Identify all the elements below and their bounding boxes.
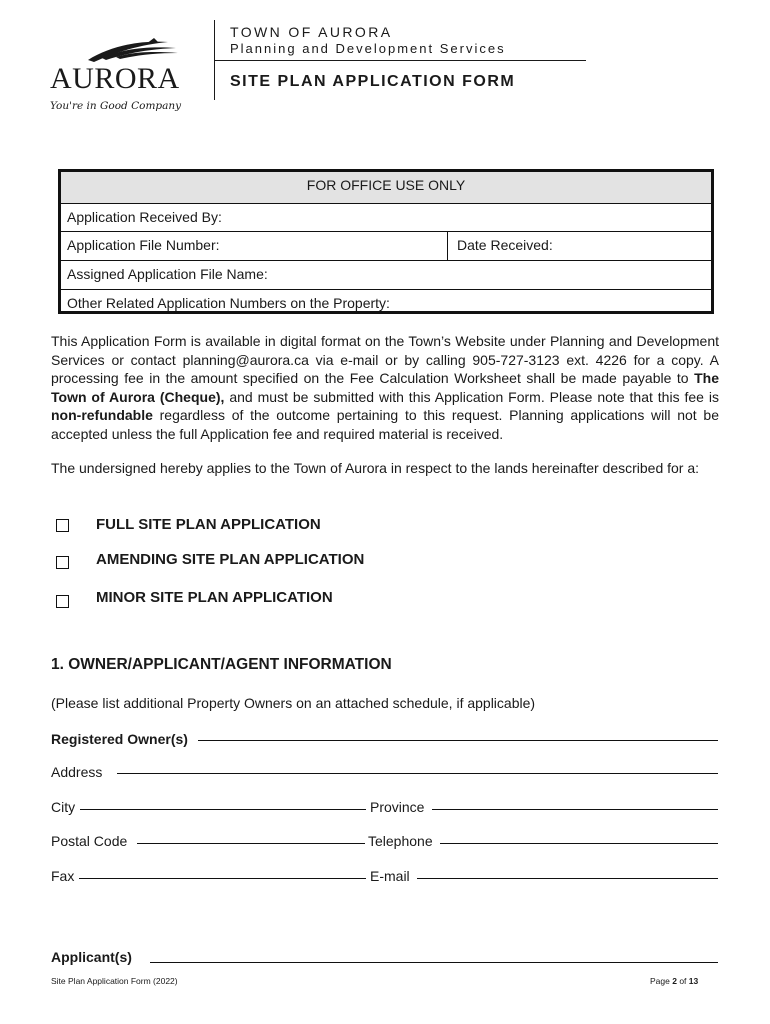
department-name: Planning and Development Services <box>230 41 506 56</box>
applicant-input[interactable] <box>150 948 718 963</box>
applicant-label: Applicant(s) <box>51 949 132 965</box>
full-site-plan-checkbox[interactable] <box>56 519 69 532</box>
applies-paragraph: The undersigned hereby applies to the Town of Aurora in respect to the lands hereinafter described for a: <box>51 460 700 476</box>
header-divider-horizontal <box>214 60 586 61</box>
office-use-table <box>58 169 714 314</box>
email-input[interactable] <box>417 864 718 879</box>
full-site-plan-label: FULL SITE PLAN APPLICATION <box>96 516 321 533</box>
minor-site-plan-checkbox[interactable] <box>56 595 69 608</box>
telephone-input[interactable] <box>440 829 718 844</box>
footer-form-name: Site Plan Application Form (2022) <box>51 976 178 986</box>
email-label: E-mail <box>370 868 410 884</box>
amending-site-plan-label: AMENDING SITE PLAN APPLICATION <box>96 551 365 568</box>
section-1-heading: 1. OWNER/APPLICANT/AGENT INFORMATION <box>51 656 392 673</box>
address-input[interactable] <box>117 759 718 774</box>
minor-site-plan-label: MINOR SITE PLAN APPLICATION <box>96 589 333 606</box>
city-label: City <box>51 799 76 815</box>
logo-tagline: You're in Good Company <box>50 100 182 112</box>
section-1-note: (Please list additional Property Owners on an attached schedule, if applicable) <box>51 695 536 711</box>
registered-owner-input[interactable] <box>198 726 718 741</box>
town-name: TOWN OF AURORA <box>230 24 393 40</box>
postal-code-input[interactable] <box>137 829 365 844</box>
logo-wordmark: AURORA <box>50 62 180 95</box>
address-label: Address <box>51 764 103 780</box>
telephone-label: Telephone <box>368 833 433 849</box>
city-input[interactable] <box>80 795 366 810</box>
intro-paragraph: This Application Form is available in digital format on the Town’s Website under Planning and Development Services or contact planning@aurora.ca via e-mail or by calling 905-727-3123 ext. 4226 for a copy. A processing fee in the amount specified on the Fee Calculation Worksheet shall be made payable to The Town of Aurora (Cheque), and must be submitted with this Application Form. Please note that this fee is non-refundable regardless of the outcome pertaining to this request. Planning applications will not be accepted unless the full Application fee and required material is received. <box>51 333 719 442</box>
office-date-received: Date Received: <box>457 237 553 253</box>
office-cell-divider <box>447 231 448 260</box>
province-label: Province <box>370 799 425 815</box>
province-input[interactable] <box>432 795 718 810</box>
amending-site-plan-checkbox[interactable] <box>56 556 69 569</box>
postal-code-label: Postal Code <box>51 833 128 849</box>
office-row-received-by: Application Received By: <box>61 203 711 232</box>
fax-input[interactable] <box>79 864 366 879</box>
office-row-other-numbers: Other Related Application Numbers on the Property: <box>67 295 390 311</box>
fax-label: Fax <box>51 868 75 884</box>
registered-owner-label: Registered Owner(s) <box>51 731 188 747</box>
office-row-file-number: Application File Number: <box>61 231 711 261</box>
footer-page-number: Page 2 of 13 <box>650 976 699 986</box>
office-row-assigned-name: Assigned Application File Name: <box>61 260 711 290</box>
office-use-header: FOR OFFICE USE ONLY <box>61 172 711 204</box>
form-title: SITE PLAN APPLICATION FORM <box>230 73 516 90</box>
